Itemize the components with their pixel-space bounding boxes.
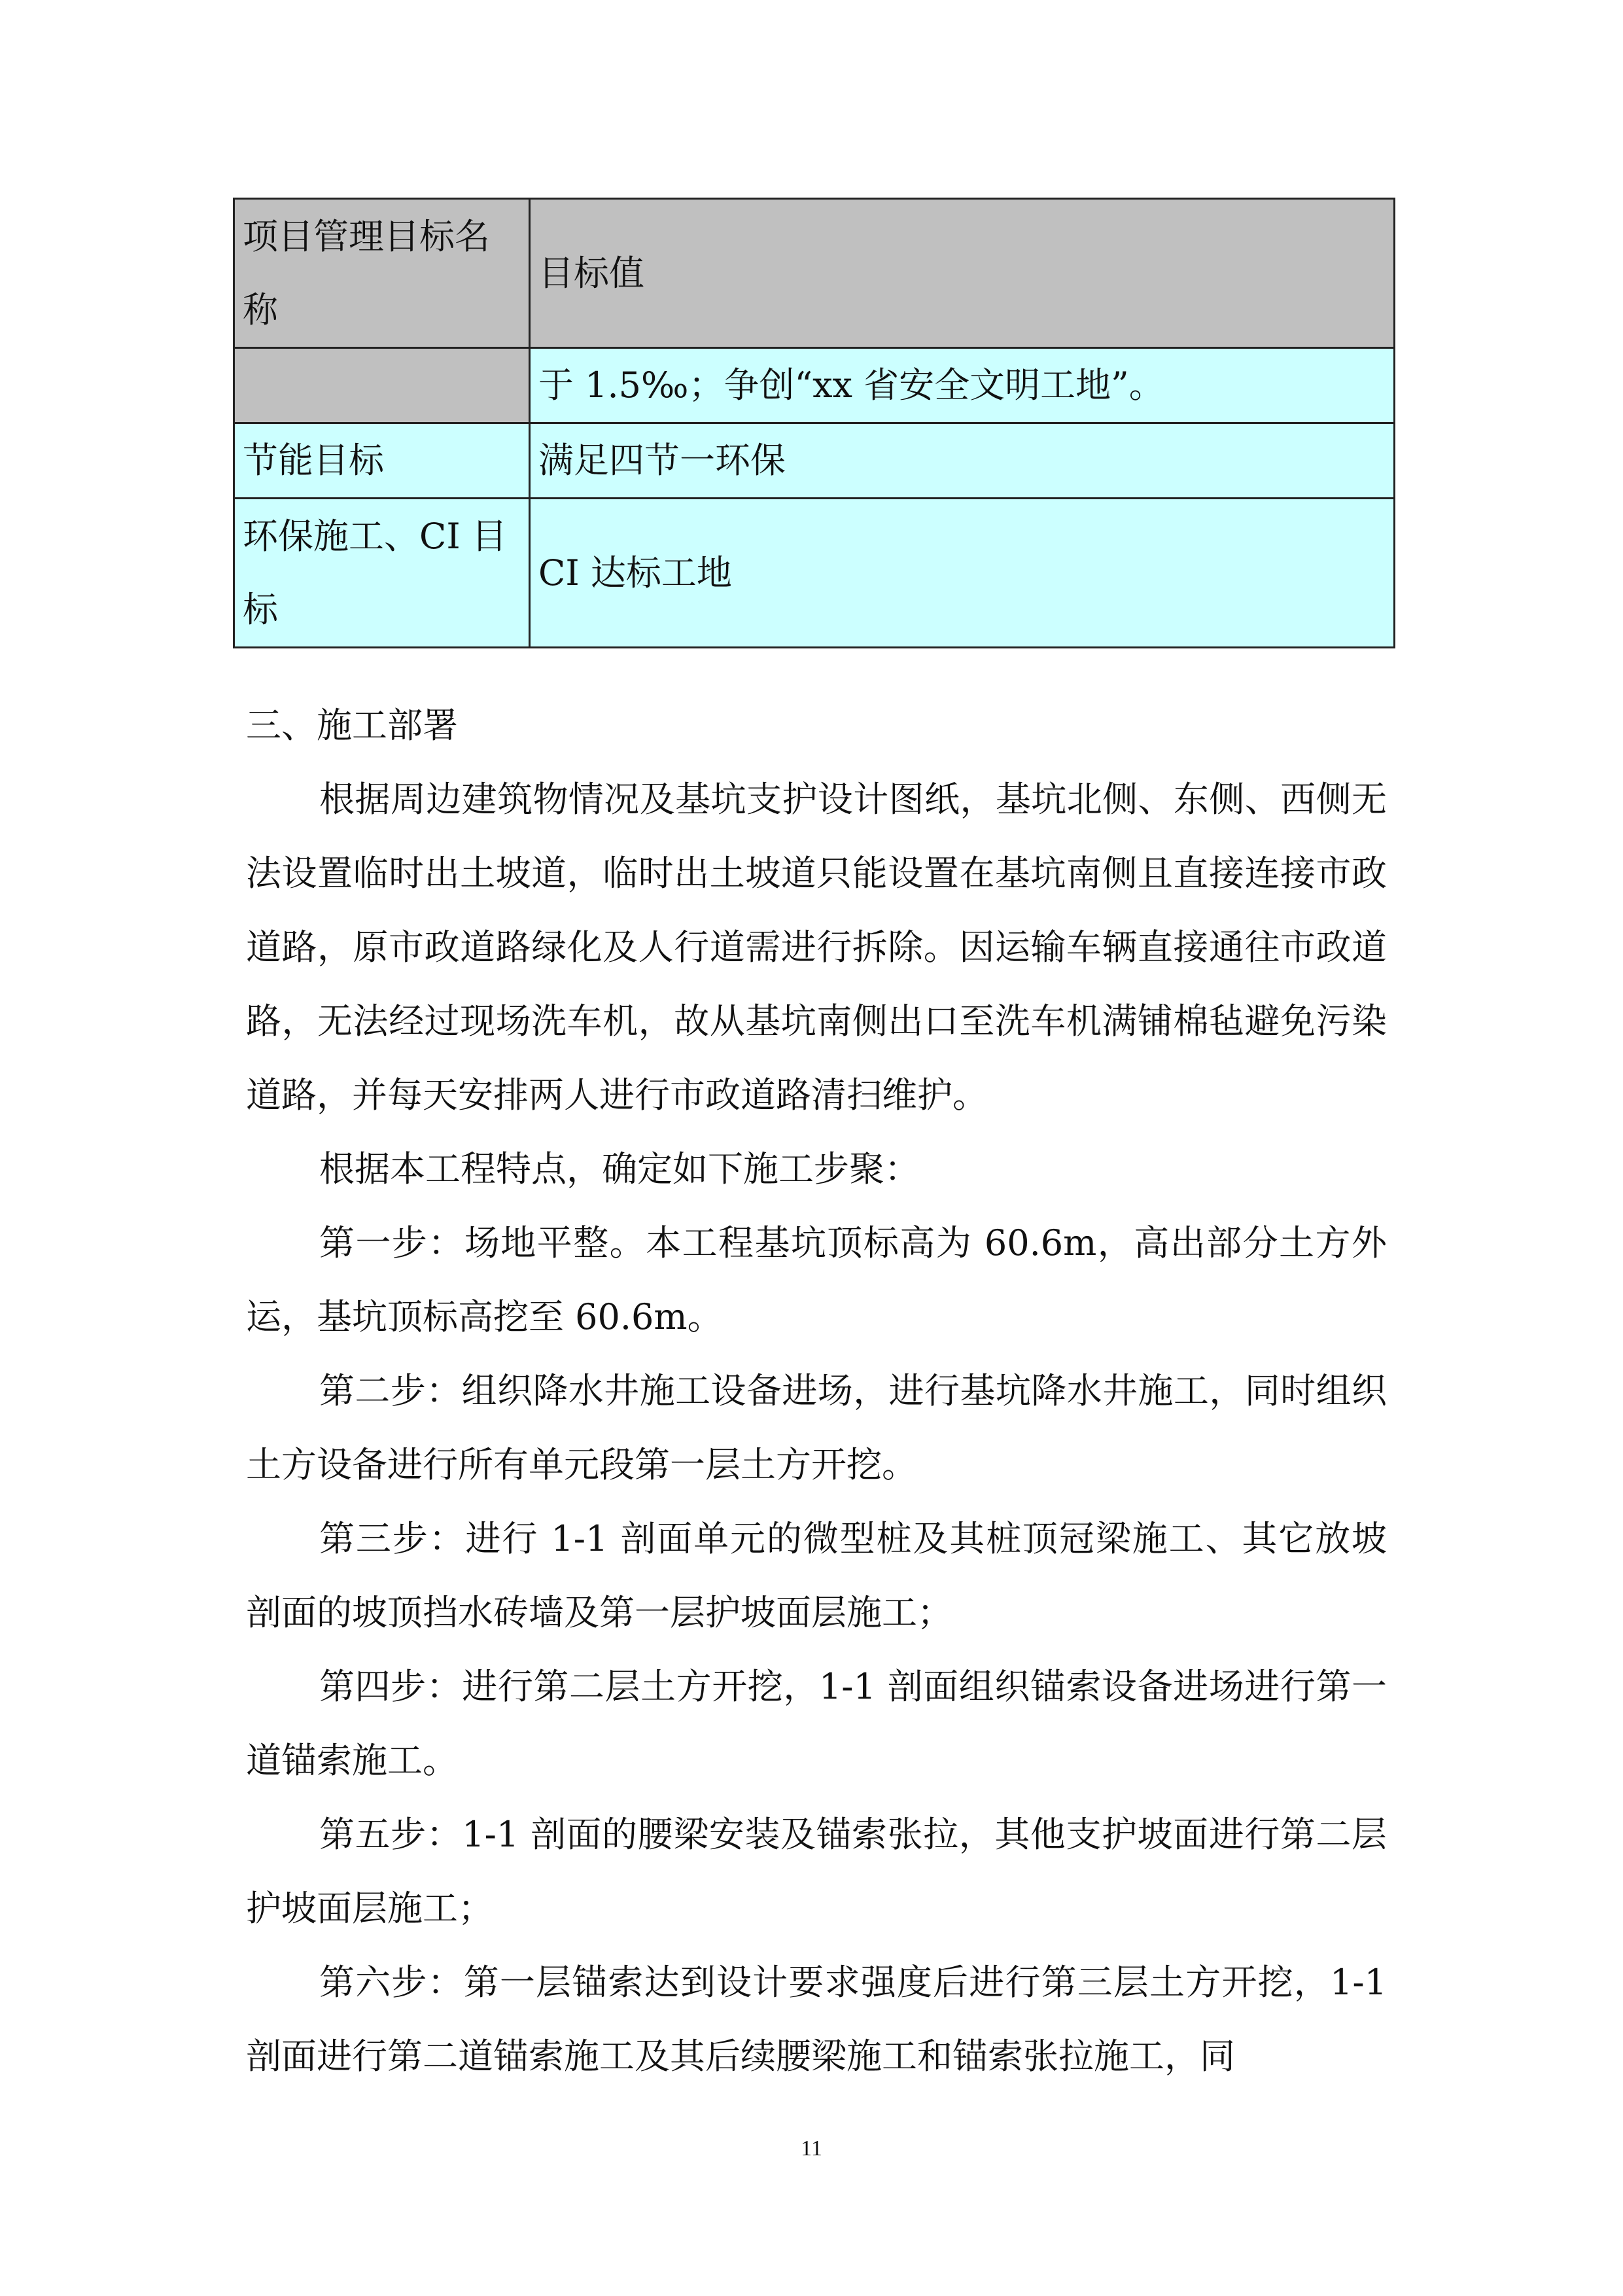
- page-number: 11: [801, 2136, 822, 2161]
- paragraph: 第四步：进行第二层土方开挖，1-1 剖面组织锚索设备进场进行第一道锚索施工。: [246, 1666, 1387, 1781]
- paragraph: 第五步：1-1 剖面的腰梁安装及锚索张拉，其他支护坡面进行第二层护坡面层施工；: [246, 1814, 1387, 1929]
- goal-value-cell: 满足四节一环保: [530, 423, 1395, 499]
- table-row: [234, 348, 1395, 423]
- table-header-row: [234, 199, 1395, 348]
- paragraph: 第一步：场地平整。本工程基坑顶标高为 60.6m，高出部分土方外运，基坑顶标高挖至 60.6m。: [246, 1222, 1387, 1337]
- section-heading: 三、施工部署: [246, 705, 458, 746]
- project-goals-table: [233, 198, 1395, 648]
- header-goal-value: 目标值: [530, 199, 1395, 348]
- paragraph: 根据本工程特点，确定如下施工步聚：: [319, 1148, 920, 1190]
- header-goal-name: 项目管理目标名称: [234, 199, 530, 348]
- table-row: [234, 499, 1395, 648]
- goal-name-cell: [234, 348, 530, 423]
- goal-value-cell: 于 1.5‰；争创“xx 省安全文明工地”。: [530, 348, 1395, 423]
- goal-value-cell: CI 达标工地: [530, 499, 1395, 648]
- goal-name-cell: 节能目标: [234, 423, 530, 499]
- paragraph: 第二步：组织降水井施工设备进场，进行基坑降水井施工，同时组织土方设备进行所有单元段第一层土方开挖。: [246, 1370, 1387, 1485]
- table-row: [234, 423, 1395, 499]
- paragraph: 第三步：进行 1-1 剖面单元的微型桩及其桩顶冠梁施工、其它放坡剖面的坡顶挡水砖墙及第一层护坡面层施工；: [246, 1518, 1387, 1633]
- construction-deployment-section: [246, 688, 1387, 2093]
- paragraph: 根据周边建筑物情况及基坑支护设计图纸，基坑北侧、东侧、西侧无法设置临时出土坡道，临时出土坡道只能设置在基坑南侧且直接连接市政道路，原市政道路绿化及人行道需进行拆除。因运输车辆直接通往市政道路，无法经过现场洗车机，故从基坑南侧出口至洗车机满铺棉毡避免污染道路，并每天安排两人进行市政道路清扫维护。: [246, 779, 1387, 1116]
- goal-name-cell: 环保施工、CI 目标: [234, 499, 530, 648]
- paragraph: 第六步：第一层锚索达到设计要求强度后进行第三层土方开挖，1-1 剖面进行第二道锚索施工及其后续腰梁施工和锚索张拉施工，同: [246, 1962, 1387, 2077]
